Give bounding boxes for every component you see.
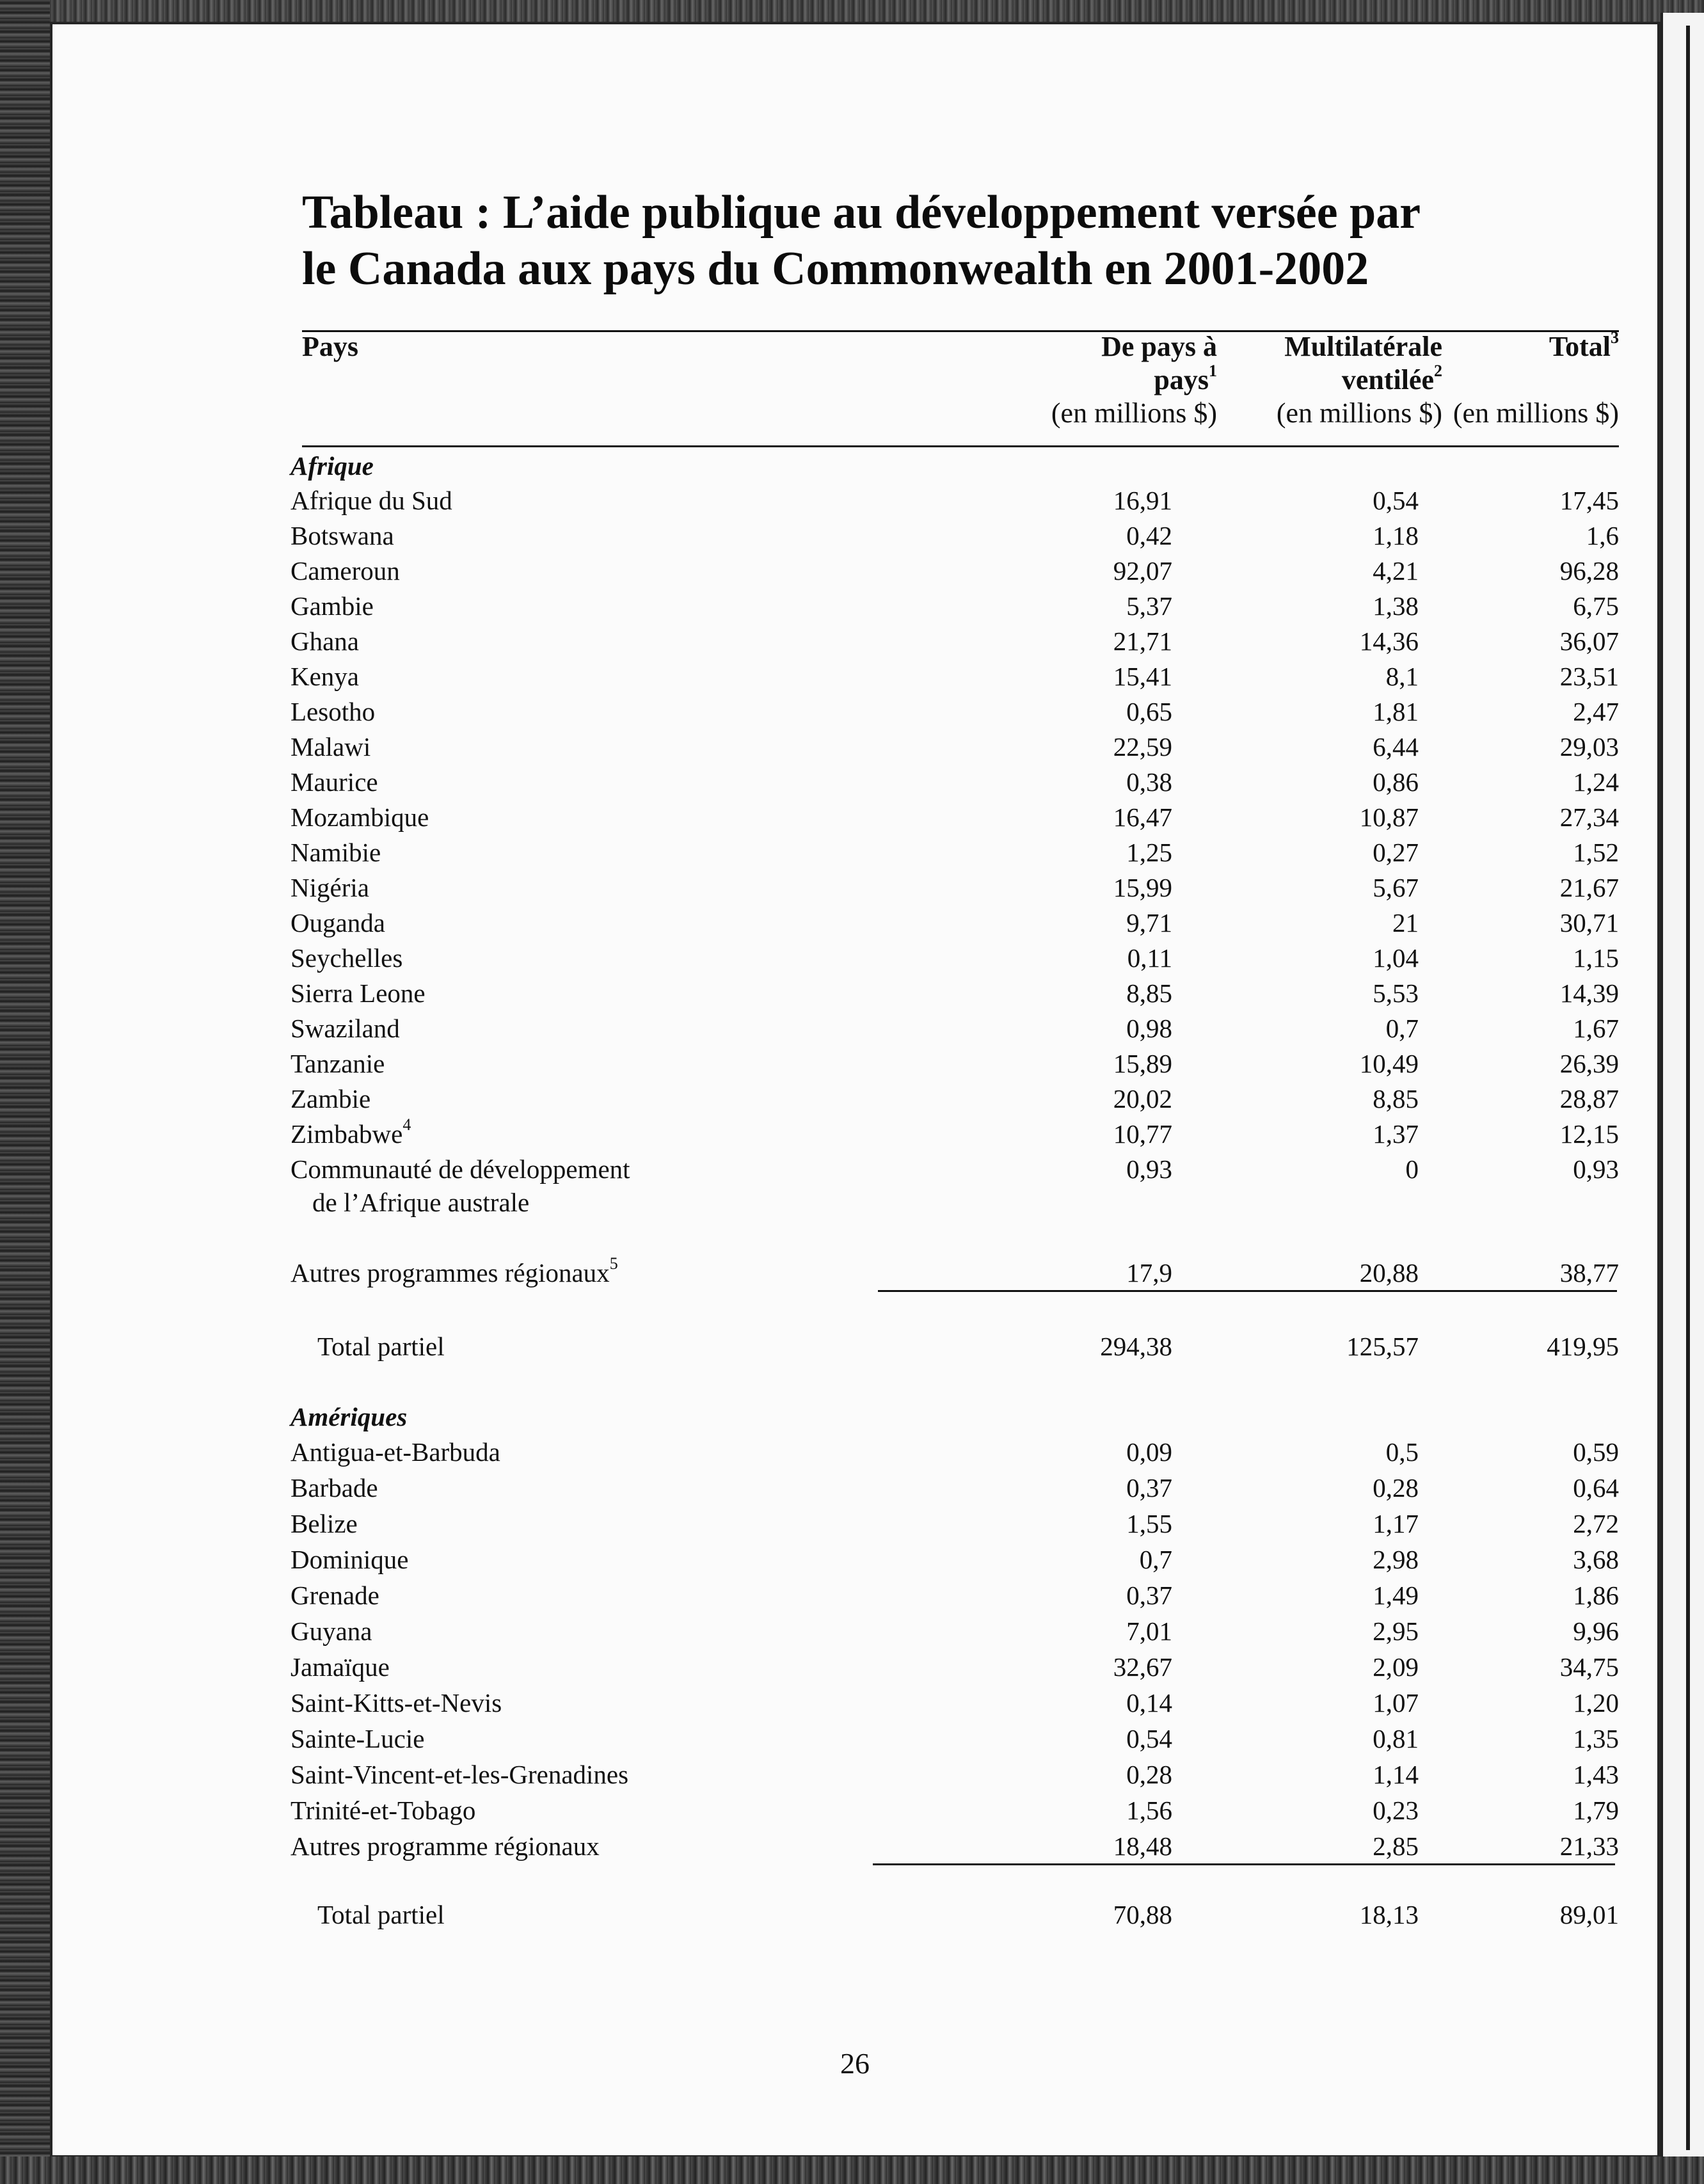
- row-bilateral: 10,77: [1113, 1119, 1172, 1149]
- row-multilateral: 21: [1392, 908, 1419, 937]
- row-multilateral: 10,87: [1359, 802, 1419, 832]
- scan-edge-right: [1660, 13, 1704, 2163]
- row-bilateral: 1,55: [1126, 1509, 1172, 1538]
- row-bilateral: 21,71: [1113, 626, 1172, 656]
- row-country: Grenade: [291, 1581, 379, 1610]
- document-page: [52, 24, 1657, 2155]
- row-multilateral: 0,81: [1373, 1724, 1419, 1753]
- table-row: [52, 1543, 1657, 1578]
- row-country: Trinité-et-Tobago: [291, 1796, 476, 1825]
- row-bilateral: 22,59: [1113, 732, 1172, 761]
- table-row: [52, 941, 1657, 976]
- subtotal-rule: [878, 1290, 1617, 1292]
- header-total: [1453, 330, 1619, 430]
- row-multilateral: 14,36: [1359, 626, 1419, 656]
- row-total: 34,75: [1559, 1652, 1619, 1682]
- row-country: Ouganda: [291, 908, 386, 937]
- table-row: [52, 801, 1657, 836]
- row-total: 3,68: [1573, 1545, 1619, 1574]
- subtotal-bilateral: 70,88: [1113, 1900, 1172, 1929]
- title-line-2: le Canada aux pays du Commonwealth en 2001-2002: [302, 243, 1369, 295]
- row-total: 17,45: [1559, 486, 1619, 515]
- section-heading: Amériques: [291, 1402, 408, 1431]
- row-bilateral: 9,71: [1126, 908, 1172, 937]
- subtotal-total: 89,01: [1559, 1900, 1619, 1929]
- table-row: [52, 1256, 1657, 1291]
- row-country: Botswana: [291, 521, 394, 550]
- row-bilateral: 0,09: [1126, 1437, 1172, 1467]
- row-total: 26,39: [1559, 1049, 1619, 1078]
- row-bilateral: 15,99: [1113, 873, 1172, 902]
- row-country: Belize: [291, 1509, 358, 1538]
- row-total: 14,39: [1559, 978, 1619, 1008]
- table-row: [52, 765, 1657, 801]
- row-country: Zimbabwe$^4$: [291, 1115, 411, 1149]
- table-row: [52, 906, 1657, 941]
- row-bilateral: 0,7: [1139, 1545, 1172, 1574]
- table-row: [52, 660, 1657, 695]
- row-total: 1,79: [1573, 1796, 1619, 1825]
- footnote-2-marker: 2: [1434, 362, 1442, 380]
- row-total: 1,43: [1573, 1760, 1619, 1789]
- header-bilateral: [1051, 330, 1217, 430]
- header-multilateral: [1277, 330, 1442, 430]
- scan-edge-bottom: [0, 2156, 1704, 2184]
- row-total: 2,72: [1573, 1509, 1619, 1538]
- table-row: [52, 1435, 1657, 1471]
- footnote-1-marker: 1: [1209, 362, 1217, 380]
- table-row: [52, 836, 1657, 871]
- row-total: 27,34: [1559, 802, 1619, 832]
- table-row: [52, 695, 1657, 730]
- table-title: [302, 184, 1582, 297]
- row-total: 6,75: [1573, 591, 1619, 621]
- row-country: Nigéria: [291, 873, 369, 902]
- row-country: Maurice: [291, 767, 378, 797]
- row-total: 96,28: [1559, 556, 1619, 586]
- table-row: [52, 519, 1657, 554]
- table-row: [52, 1507, 1657, 1542]
- row-country-line2: de l’Afrique australe: [312, 1188, 530, 1217]
- row-bilateral: 92,07: [1113, 556, 1172, 586]
- row-country: Saint-Vincent-et-les-Grenadines: [291, 1760, 629, 1789]
- scan-edge-top: [0, 0, 1704, 22]
- row-total: 21,67: [1559, 873, 1619, 902]
- row-multilateral: 0: [1405, 1154, 1419, 1184]
- subtotal-total: 419,95: [1547, 1332, 1619, 1361]
- table-row: [52, 1471, 1657, 1506]
- row-total: 1,20: [1573, 1688, 1619, 1718]
- row-country: Dominique: [291, 1545, 409, 1574]
- row-country: Malawi: [291, 732, 371, 761]
- header-bilateral-unit: (en millions $): [1051, 397, 1217, 429]
- row-multilateral: 1,04: [1373, 943, 1419, 973]
- row-total: 1,6: [1586, 521, 1619, 550]
- table-row: [52, 1650, 1657, 1686]
- row-multilateral: 1,49: [1373, 1581, 1419, 1610]
- table-row: [52, 1082, 1657, 1117]
- subtotal-bilateral: 294,38: [1100, 1332, 1172, 1361]
- table-row: [52, 976, 1657, 1012]
- row-multilateral: 1,14: [1373, 1760, 1419, 1789]
- row-multilateral: 0,23: [1373, 1796, 1419, 1825]
- row-bilateral: 0,37: [1126, 1581, 1172, 1610]
- subtotal-label: Total partiel: [317, 1332, 445, 1361]
- row-multilateral: 5,67: [1373, 873, 1419, 902]
- table-row: [52, 1152, 1657, 1222]
- subtotal-label: Total partiel: [317, 1900, 445, 1929]
- row-total: 1,35: [1573, 1724, 1619, 1753]
- header-country: Pays: [302, 331, 358, 362]
- row-multilateral: 4,21: [1373, 556, 1419, 586]
- row-multilateral: 2,09: [1373, 1652, 1419, 1682]
- row-total: 28,87: [1559, 1084, 1619, 1113]
- row-multilateral: 0,5: [1385, 1437, 1419, 1467]
- row-bilateral: 20,02: [1113, 1084, 1172, 1113]
- row-bilateral: 1,25: [1126, 838, 1172, 867]
- row-multilateral: 6,44: [1373, 732, 1419, 761]
- row-multilateral: 1,38: [1373, 591, 1419, 621]
- row-total: 1,86: [1573, 1581, 1619, 1610]
- row-multilateral: 8,85: [1373, 1084, 1419, 1113]
- table-row: [52, 1012, 1657, 1047]
- row-bilateral: 16,47: [1113, 802, 1172, 832]
- row-multilateral: 2,85: [1373, 1831, 1419, 1861]
- footnote-3-marker: 3: [1611, 328, 1619, 347]
- row-bilateral: 5,37: [1126, 591, 1172, 621]
- row-multilateral: 8,1: [1385, 662, 1419, 691]
- header-multilateral-unit: (en millions $): [1276, 397, 1442, 429]
- row-bilateral: 0,42: [1126, 521, 1172, 550]
- header-multilateral-line1: Multilatérale: [1284, 331, 1442, 362]
- row-country: Saint-Kitts-et-Nevis: [291, 1688, 502, 1718]
- row-bilateral: 0,28: [1126, 1760, 1172, 1789]
- table-row: [52, 625, 1657, 660]
- table-row: [52, 589, 1657, 625]
- header-multilateral-line2: ventilée: [1341, 364, 1434, 395]
- row-multilateral: 0,54: [1373, 486, 1419, 515]
- row-total: 0,93: [1573, 1154, 1619, 1184]
- table-row: [52, 730, 1657, 765]
- row-bilateral: 15,89: [1113, 1049, 1172, 1078]
- row-country: Namibie: [291, 838, 381, 867]
- row-total: 0,64: [1573, 1473, 1619, 1502]
- header-bottom-rule: [302, 445, 1619, 447]
- row-bilateral: 0,54: [1126, 1724, 1172, 1753]
- title-line-1: Tableau : L’aide publique au développement versée par: [302, 186, 1421, 239]
- row-multilateral: 2,95: [1373, 1616, 1419, 1646]
- subtotal-row: [52, 1898, 1657, 1933]
- row-bilateral: 0,38: [1126, 767, 1172, 797]
- table-row: [52, 1794, 1657, 1829]
- subtotal-multilateral: 18,13: [1359, 1900, 1419, 1929]
- row-total: 12,15: [1559, 1119, 1619, 1149]
- row-country: Sierra Leone: [291, 978, 426, 1008]
- row-bilateral: 18,48: [1113, 1831, 1172, 1861]
- row-country: Guyana: [291, 1616, 372, 1646]
- row-country: Seychelles: [291, 943, 403, 973]
- row-bilateral: 16,91: [1113, 486, 1172, 515]
- row-total: 29,03: [1559, 732, 1619, 761]
- footnote-4-marker: 4: [402, 1115, 411, 1134]
- row-bilateral: 0,93: [1126, 1154, 1172, 1184]
- table-row: [52, 871, 1657, 906]
- row-multilateral: 0,7: [1385, 1014, 1419, 1043]
- table-row: [52, 1722, 1657, 1757]
- row-country: Zambie: [291, 1084, 371, 1113]
- table-row: [52, 484, 1657, 519]
- row-total: 23,51: [1559, 662, 1619, 691]
- row-total: 1,15: [1573, 943, 1619, 973]
- header-total-unit: (en millions $): [1453, 397, 1619, 429]
- row-total: 21,33: [1559, 1831, 1619, 1861]
- table-row: [52, 1047, 1657, 1082]
- row-bilateral: 17,9: [1126, 1258, 1172, 1287]
- row-multilateral: 1,07: [1373, 1688, 1419, 1718]
- row-bilateral: 7,01: [1126, 1616, 1172, 1646]
- section-heading: Afrique: [291, 451, 374, 481]
- row-total: 9,96: [1573, 1616, 1619, 1646]
- row-country: Lesotho: [291, 697, 376, 726]
- header-bilateral-line2: pays: [1154, 364, 1209, 395]
- row-multilateral: 1,81: [1373, 697, 1419, 726]
- row-country: Autres programmes régionaux$^5$: [291, 1254, 618, 1287]
- row-country: Kenya: [291, 662, 360, 691]
- subtotal-row: [52, 1330, 1657, 1365]
- table-row: [52, 554, 1657, 589]
- row-total: 1,67: [1573, 1014, 1619, 1043]
- row-bilateral: 0,98: [1126, 1014, 1172, 1043]
- row-country: Antigua-et-Barbuda: [291, 1437, 500, 1467]
- row-bilateral: 32,67: [1113, 1652, 1172, 1682]
- row-total: 1,24: [1573, 767, 1619, 797]
- row-multilateral: 2,98: [1373, 1545, 1419, 1574]
- table-row: [52, 1829, 1657, 1865]
- row-multilateral: 1,37: [1373, 1119, 1419, 1149]
- header-total-line1: Total: [1549, 331, 1611, 362]
- row-multilateral: 10,49: [1359, 1049, 1419, 1078]
- table-row: [52, 1758, 1657, 1793]
- row-country: Swaziland: [291, 1014, 400, 1043]
- table-row: [52, 1117, 1657, 1152]
- row-multilateral: 0,27: [1373, 838, 1419, 867]
- row-bilateral: 1,56: [1126, 1796, 1172, 1825]
- row-total: 36,07: [1559, 626, 1619, 656]
- subtotal-multilateral: 125,57: [1346, 1332, 1419, 1361]
- row-bilateral: 15,41: [1113, 662, 1172, 691]
- row-country: Gambie: [291, 591, 374, 621]
- row-bilateral: 0,11: [1127, 943, 1172, 973]
- row-multilateral: 1,18: [1373, 521, 1419, 550]
- row-bilateral: 8,85: [1126, 978, 1172, 1008]
- row-country: Barbade: [291, 1473, 378, 1502]
- row-country: Ghana: [291, 626, 360, 656]
- row-total: 0,59: [1573, 1437, 1619, 1467]
- table-row: [52, 1579, 1657, 1614]
- row-bilateral: 0,14: [1126, 1688, 1172, 1718]
- row-country: Communauté de développement de l’Afrique australe: [291, 1152, 687, 1219]
- row-country: Jamaïque: [291, 1652, 390, 1682]
- footnote-5-marker: 5: [609, 1254, 618, 1273]
- row-country: Mozambique: [291, 802, 429, 832]
- row-bilateral: 0,65: [1126, 697, 1172, 726]
- table-row: [52, 1686, 1657, 1721]
- table-row: [52, 1614, 1657, 1650]
- header-bilateral-line1: De pays à: [1101, 331, 1217, 362]
- row-multilateral: 20,88: [1359, 1258, 1419, 1287]
- row-total: 2,47: [1573, 697, 1619, 726]
- row-country: Sainte-Lucie: [291, 1724, 425, 1753]
- row-total: 1,52: [1573, 838, 1619, 867]
- row-total: 30,71: [1559, 908, 1619, 937]
- row-multilateral: 5,53: [1373, 978, 1419, 1008]
- row-multilateral: 1,17: [1373, 1509, 1419, 1538]
- subtotal-rule: [873, 1863, 1615, 1865]
- row-multilateral: 0,86: [1373, 767, 1419, 797]
- row-country: Cameroun: [291, 556, 400, 586]
- row-country: Afrique du Sud: [291, 486, 452, 515]
- row-bilateral: 0,37: [1126, 1473, 1172, 1502]
- row-multilateral: 0,28: [1373, 1473, 1419, 1502]
- row-total: 38,77: [1559, 1258, 1619, 1287]
- page-number: 26: [840, 2047, 870, 2080]
- row-country: Autres programme régionaux: [291, 1831, 600, 1861]
- row-country: Tanzanie: [291, 1049, 385, 1078]
- scan-edge-left: [0, 0, 50, 2184]
